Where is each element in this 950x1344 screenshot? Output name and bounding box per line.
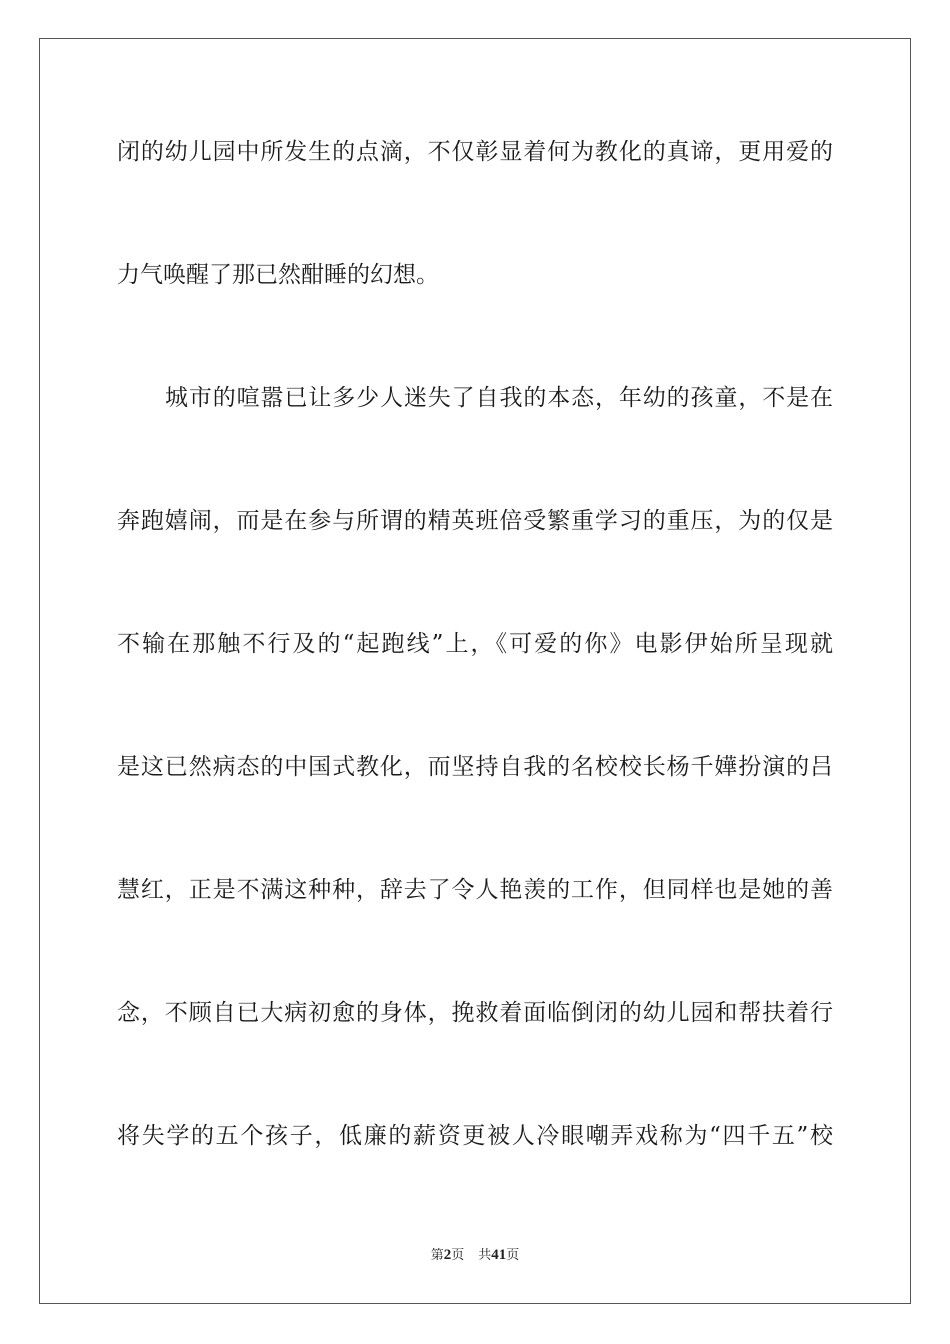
page-prefix: 第 xyxy=(430,1248,444,1263)
text-line-1: 闭的幼儿园中所发生的点滴，不仅彰显着何为教化的真谛，更用爱的 xyxy=(117,139,833,165)
text-line-8: 念，不顾自已大病初愈的身体，挽救着面临倒闭的幼儿园和帮扶着行 xyxy=(117,1000,833,1026)
text-line-9: 将失学的五个孩子，低廉的薪资更被人冷眼嘲弄戏称为“四千五”校 xyxy=(117,1123,833,1149)
page-footer xyxy=(0,1244,950,1264)
text-line-3: 城市的喧嚣已让多少人迷失了自我的本态，年幼的孩童，不是在 xyxy=(165,385,833,411)
total-prefix: 共 xyxy=(478,1248,492,1263)
text-line-7: 慧红，正是不满这种种，辞去了令人艳羡的工作，但同样也是她的善 xyxy=(117,877,833,903)
text-line-4: 奔跑嬉闹，而是在参与所谓的精英班倍受繁重学习的重压，为的仅是 xyxy=(117,508,833,534)
page-suffix: 页 xyxy=(451,1248,465,1263)
total-suffix: 页 xyxy=(506,1248,520,1263)
page-border xyxy=(39,38,911,1304)
text-line-6: 是这已然病态的中国式教化，而坚持自我的名校校长杨千嬅扮演的吕 xyxy=(117,754,833,780)
text-line-5: 不输在那触不行及的“起跑线”上，《可爱的你》电影伊始所呈现就 xyxy=(117,631,833,657)
total-pages: 41 xyxy=(491,1247,507,1263)
text-line-2: 力气唤醒了那已然酣睡的幻想。 xyxy=(117,262,439,288)
page-number: 2 xyxy=(443,1247,452,1263)
